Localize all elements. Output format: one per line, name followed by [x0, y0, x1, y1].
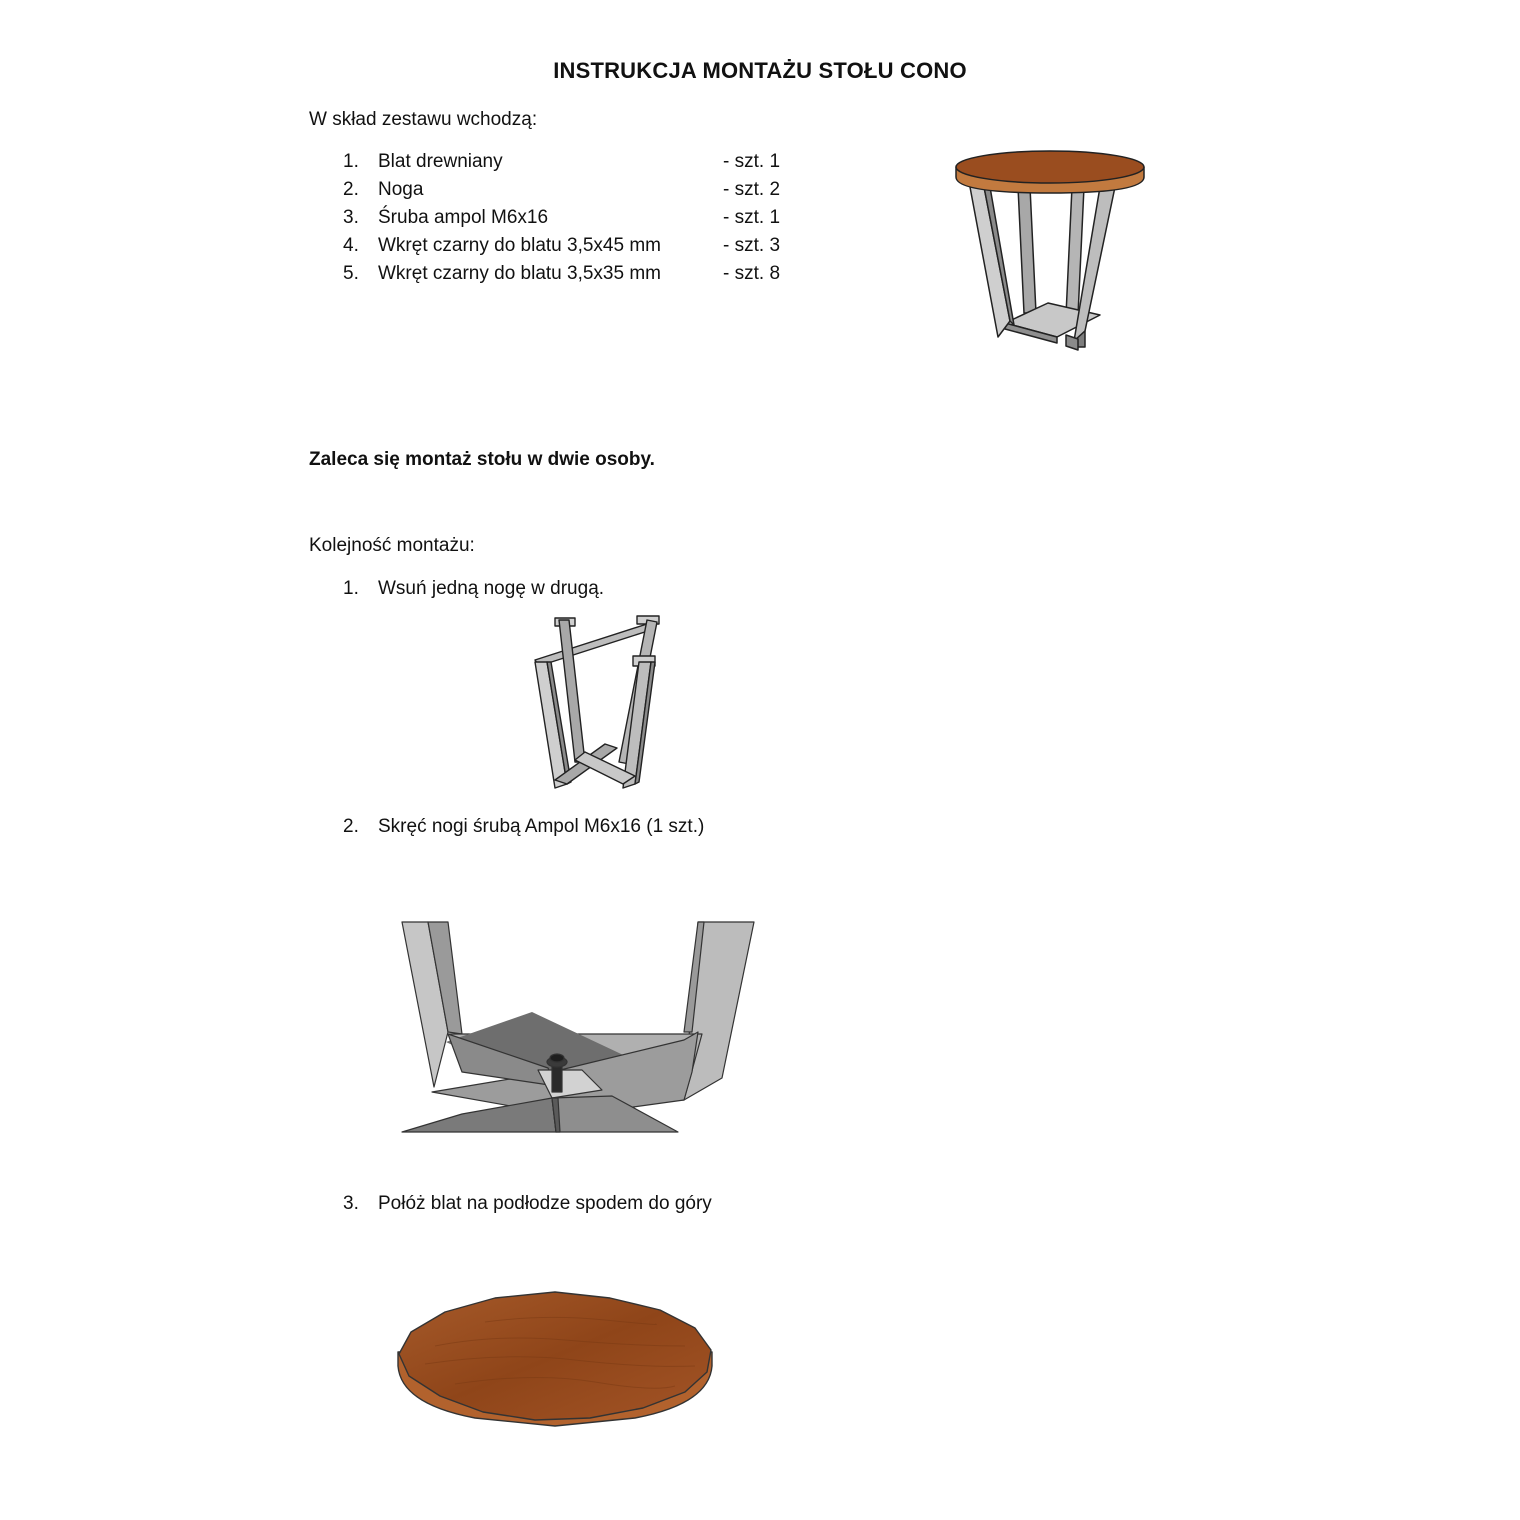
- part-quantity: - szt. 1: [723, 151, 781, 172]
- part-name: Wkręt czarny do blatu 3,5x35 mm: [378, 263, 661, 284]
- part-quantity: - szt. 8: [723, 263, 781, 284]
- part-quantity: - szt. 3: [723, 235, 781, 256]
- tabletop-illustration: [395, 1286, 715, 1431]
- parts-list: [343, 148, 803, 288]
- part-quantity: - szt. 2: [723, 179, 781, 200]
- part-number: 1.: [343, 151, 359, 172]
- list-item: [343, 204, 803, 232]
- part-number: 4.: [343, 235, 359, 256]
- list-item: [343, 148, 803, 176]
- part-name: Blat drewniany: [378, 151, 503, 172]
- list-item: [343, 260, 803, 288]
- part-number: 5.: [343, 263, 359, 284]
- step-number: 2.: [343, 816, 359, 837]
- step-text: Wsuń jedną nogę w drugą.: [378, 578, 605, 599]
- step-number: 1.: [343, 578, 359, 599]
- part-name: Noga: [378, 179, 424, 200]
- legs-insert-illustration: [525, 612, 675, 792]
- part-number: 2.: [343, 179, 359, 200]
- part-quantity: - szt. 1: [723, 207, 781, 228]
- bolt-fastening-illustration: [402, 922, 756, 1134]
- step-2: [343, 813, 843, 841]
- list-item: [343, 176, 803, 204]
- list-item: [343, 232, 803, 260]
- assembly-order-heading: Kolejność montażu:: [309, 535, 475, 556]
- step-text: Połóż blat na podłodze spodem do góry: [378, 1193, 712, 1214]
- step-number: 3.: [343, 1193, 359, 1214]
- recommendation-note: Zaleca się montaż stołu w dwie osoby.: [309, 449, 655, 470]
- step-3: [343, 1190, 843, 1218]
- part-name: Śruba ampol M6x16: [378, 207, 549, 228]
- part-name: Wkręt czarny do blatu 3,5x45 mm: [378, 235, 661, 256]
- assembled-table-illustration: [950, 145, 1150, 350]
- step-1: [343, 575, 843, 603]
- part-number: 3.: [343, 207, 359, 228]
- step-text: Skręć nogi śrubą Ampol M6x16 (1 szt.): [378, 816, 705, 837]
- kit-intro: W skład zestawu wchodzą:: [309, 109, 538, 130]
- page-title: INSTRUKCJA MONTAŻU STOŁU CONO: [553, 58, 967, 83]
